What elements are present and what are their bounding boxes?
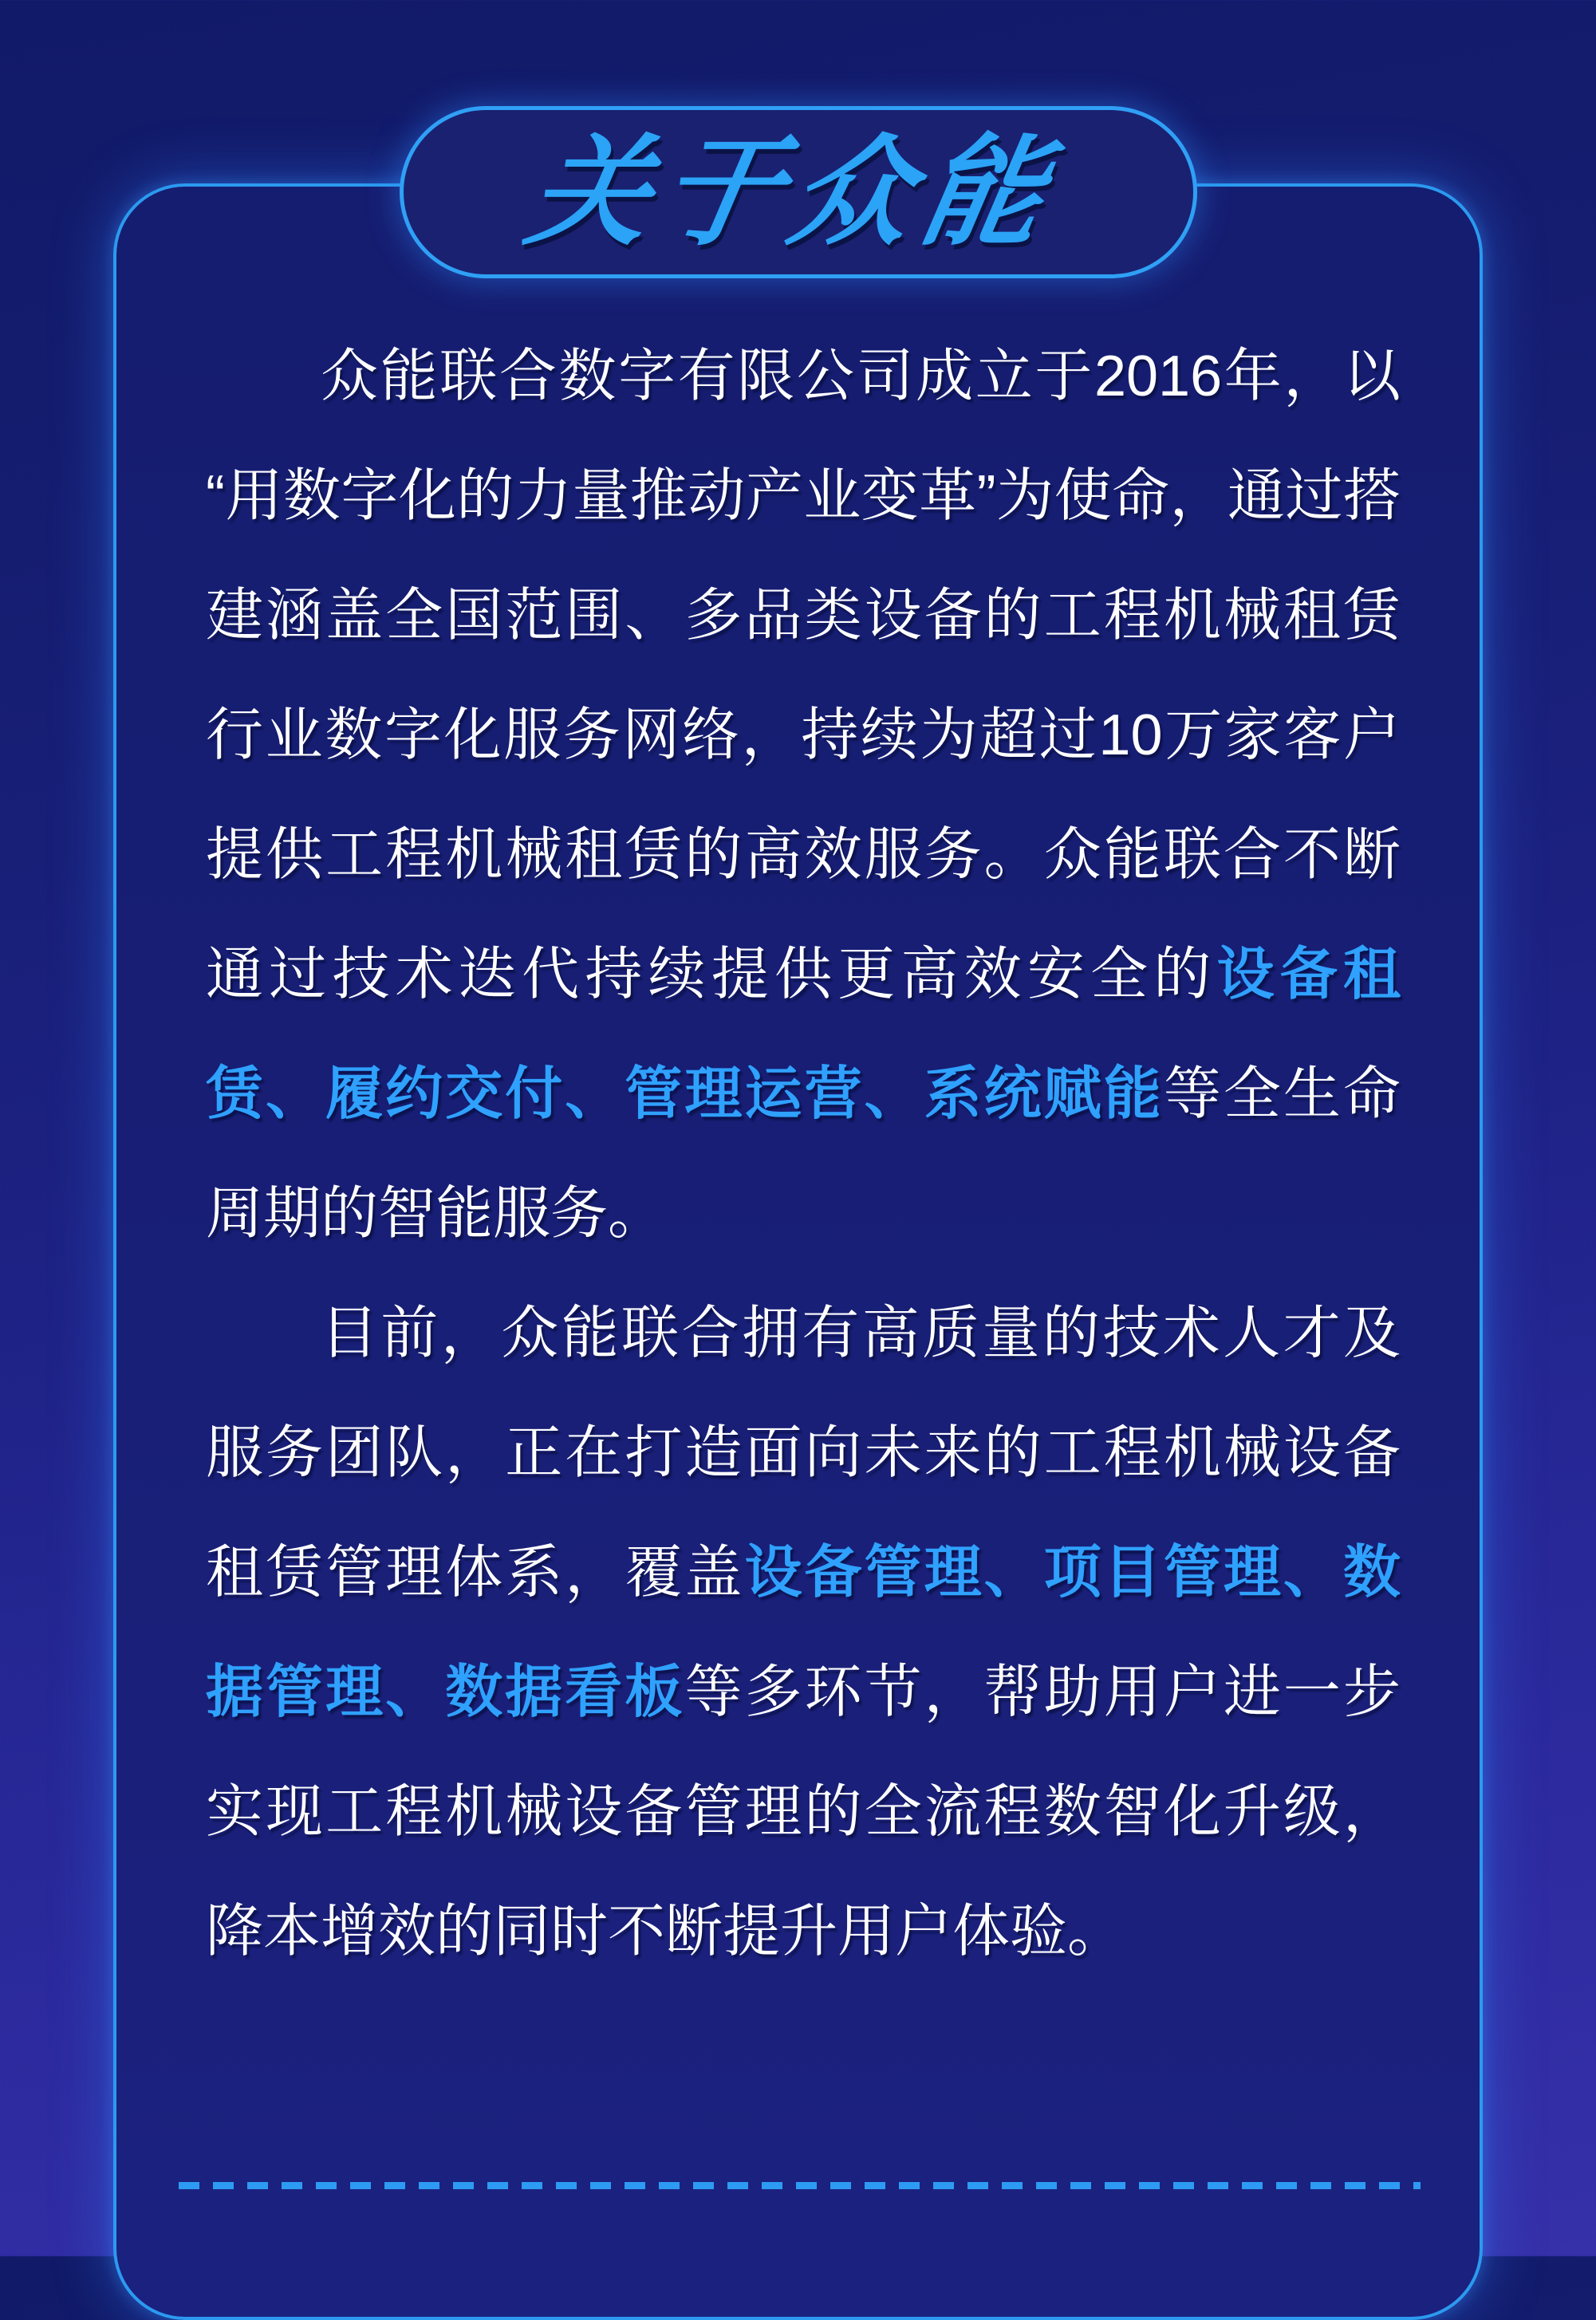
title-badge bbox=[400, 106, 1197, 278]
text-segment: 众能联合数字有限公司成立于2016年，以“用数字化的力量推动产业变革”为使命，通过搭建涵盖全国范围、多品类设备的工程机械租赁行业数字化服务网络，持续为超过10万家客户提供工程机械租赁的高效服务。众能联合不断通过技术迭代持续提供更高效安全的 bbox=[206, 345, 1401, 1006]
highlight-segment-services: 设备租赁、履约交付、管理运营、系统赋能 bbox=[206, 943, 1401, 1126]
paragraph-team-intro bbox=[206, 1274, 1401, 1991]
paragraph-company-intro bbox=[206, 317, 1401, 1274]
highlight-segment-modules: 设备管理、项目管理、数据管理、数据看板 bbox=[206, 1541, 1401, 1724]
text-segment: 等全生命周期的智能服务。 bbox=[206, 1062, 1401, 1246]
text-segment: 目前，众能联合拥有高质量的技术人才及服务团队，正在打造面向未来的工程机械设备租赁管理体系，覆盖 bbox=[206, 1302, 1401, 1605]
dashed-divider bbox=[179, 2182, 1421, 2189]
page-title: 关于众能 bbox=[518, 125, 1066, 259]
article bbox=[206, 317, 1401, 1991]
text-segment: 等多环节，帮助用户进一步实现工程机械设备管理的全流程数智化升级，降本增效的同时不断提升用户体验。 bbox=[206, 1660, 1401, 1964]
